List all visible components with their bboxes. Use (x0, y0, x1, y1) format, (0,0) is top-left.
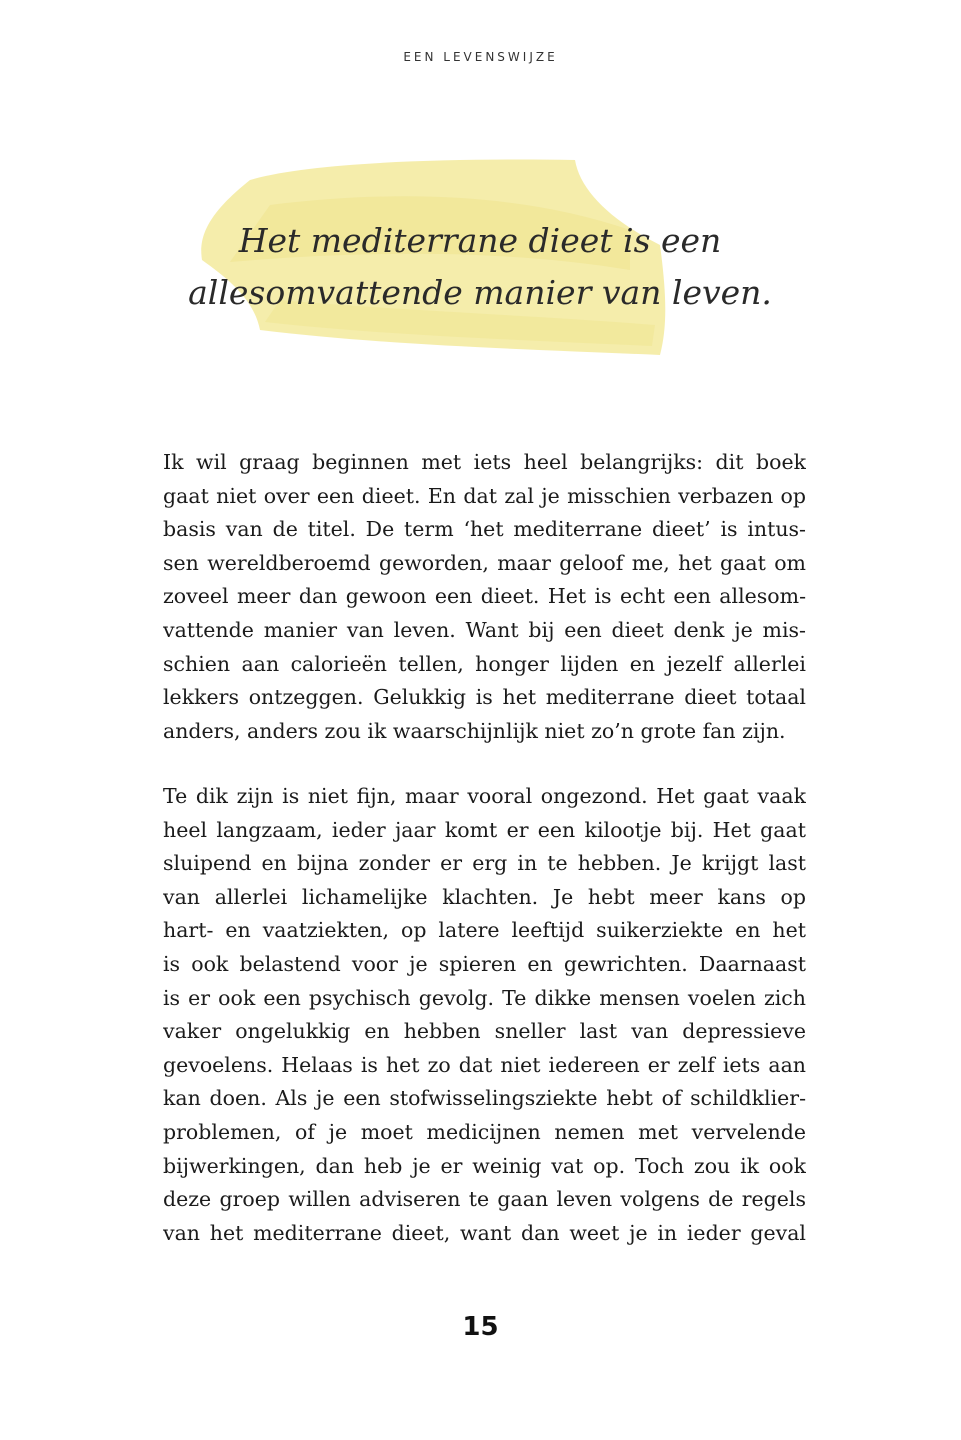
text-line: is er ook een psychisch gevolg. Te dikke mensen voelen zich (163, 985, 806, 1010)
text-line: vaker ongelukkig en hebben sneller last van depressieve (163, 1019, 806, 1044)
text-line: sluipend en bijna zonder er erg in te hebben. Je krijgt last (163, 851, 806, 876)
text-line: van het mediterrane dieet, want dan weet je in ieder geval (163, 1220, 806, 1245)
pull-quote-line: Het mediterrane dieet is een (238, 221, 722, 260)
text-line: deze groep willen adviseren te gaan leven volgens de regels (163, 1187, 806, 1212)
body-paragraph-2 (163, 780, 806, 1250)
text-line: van allerlei lichamelijke klachten. Je hebt meer kans op (163, 884, 806, 909)
text-line: sen wereldberoemd geworden, maar geloof me, het gaat om (163, 550, 806, 575)
text-line: bijwerkingen, dan heb je er weinig vat op. Toch zou ik ook (163, 1153, 806, 1178)
text-line: vattende manier van leven. Want bij een dieet denk je mis- (163, 617, 806, 642)
running-head: EEN LEVENSWIJZE (403, 50, 558, 64)
text-line: is ook belastend voor je spieren en gewrichten. Daarnaast (163, 951, 806, 976)
text-line: schien aan calorieën tellen, honger lijden en jezelf allerlei (163, 651, 806, 676)
text-line: problemen, of je moet medicijnen nemen met vervelende (163, 1119, 806, 1144)
text-line: Ik wil graag beginnen met iets heel belangrijks: dit boek (163, 450, 806, 474)
page-number: 15 (462, 1312, 499, 1342)
text-line: lekkers ontzeggen. Gelukkig is het mediterrane dieet totaal (163, 685, 806, 710)
text-line: heel langzaam, ieder jaar komt er een kilootje bij. Het gaat (163, 817, 806, 842)
text-line: basis van de titel. De term ‘het mediterrane dieet’ is intus- (163, 517, 806, 542)
text-line: gaat niet over een dieet. En dat zal je misschien verbazen op (163, 483, 806, 508)
text-line: Te dik zijn is niet fijn, maar vooral ongezond. Het gaat vaak (163, 784, 806, 808)
text-line: hart- en vaatziekten, op latere leeftijd suikerziekte en het (163, 918, 806, 943)
text-line: kan doen. Als je een stofwisselingsziekte hebt of schildklier- (163, 1086, 806, 1111)
pull-quote (170, 215, 790, 319)
body-paragraph-1 (163, 446, 806, 748)
text-line: anders, anders zou ik waarschijnlijk niet zo’n grote fan zijn. (163, 718, 786, 743)
text-line: zoveel meer dan gewoon een dieet. Het is echt een allesom- (163, 584, 806, 609)
text-line: gevoelens. Helaas is het zo dat niet iedereen er zelf iets aan (163, 1052, 806, 1077)
pull-quote-line: allesomvattende manier van leven. (188, 273, 772, 312)
